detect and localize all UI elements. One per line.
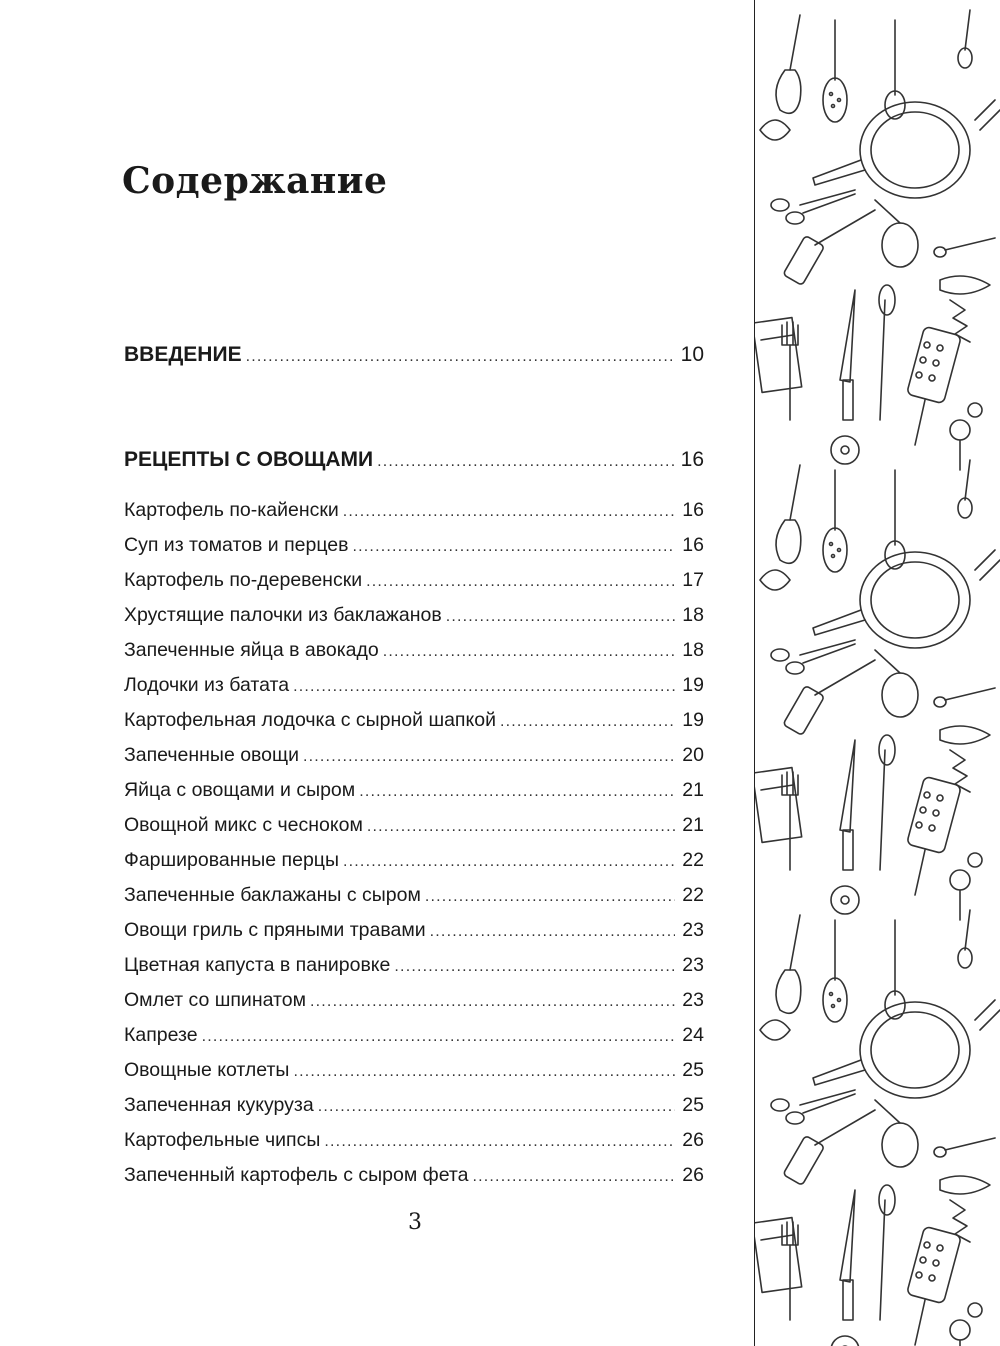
dot-leader [293, 1057, 675, 1087]
toc-entry-label: Лодочки из батата [124, 674, 290, 696]
toc-entry-label: Картофель по-кайенски [124, 499, 339, 521]
toc-entry-page: 26 [682, 1164, 704, 1186]
toc-entry-page: 16 [680, 448, 704, 471]
toc-entry-label: Овощные котлеты [124, 1059, 290, 1081]
toc-entry[interactable] [124, 775, 704, 805]
dot-leader [446, 602, 675, 632]
page-title: Содержание [122, 160, 388, 202]
dot-leader [324, 1127, 675, 1157]
toc-entry[interactable] [124, 600, 704, 630]
toc-entry-page: 19 [682, 674, 704, 696]
dot-leader [318, 1092, 675, 1122]
toc-entry-page: 21 [682, 814, 704, 836]
dot-leader [394, 952, 675, 982]
dot-leader [359, 777, 675, 807]
toc-entry-label: Фаршированные перцы [124, 849, 339, 871]
toc-entry-label: Омлет со шпинатом [124, 989, 306, 1011]
toc-entry[interactable] [124, 950, 704, 980]
toc-entry[interactable] [124, 635, 704, 665]
toc-entry-page: 22 [682, 849, 704, 871]
dot-leader [366, 567, 675, 597]
toc-entry-page: 19 [682, 709, 704, 731]
toc-entry-page: 23 [682, 989, 704, 1011]
dot-leader [202, 1022, 675, 1052]
dot-leader [430, 917, 675, 947]
dot-leader [472, 1162, 675, 1192]
toc-entry-page: 18 [682, 604, 704, 626]
toc-entry-label: Капрезе [124, 1024, 198, 1046]
toc-entry[interactable] [124, 1055, 704, 1085]
toc-section-heading[interactable] [124, 340, 704, 370]
toc-entry-page: 20 [682, 744, 704, 766]
toc-entry-page: 25 [682, 1059, 704, 1081]
toc-entry-label: Картофельные чипсы [124, 1129, 321, 1151]
toc-entry[interactable] [124, 705, 704, 735]
toc-entry-label: Картофель по-деревенски [124, 569, 363, 591]
toc-entry[interactable] [124, 880, 704, 910]
toc-entry-page: 16 [682, 534, 704, 556]
toc-entry-page: 24 [682, 1024, 704, 1046]
kitchen-utensils-illustration [754, 0, 1000, 1346]
toc-entry-page: 22 [682, 884, 704, 906]
toc-entry-label: Суп из томатов и перцев [124, 534, 349, 556]
dot-leader [500, 707, 675, 737]
toc-entry[interactable] [124, 1160, 704, 1190]
toc-entry[interactable] [124, 740, 704, 770]
dot-leader [343, 847, 675, 877]
dot-leader [303, 742, 675, 772]
toc-entry[interactable] [124, 565, 704, 595]
toc-entry-label: Картофельная лодочка с сырной шапкой [124, 709, 496, 731]
toc-entry[interactable] [124, 1125, 704, 1155]
toc-entry-label: ВВЕДЕНИЕ [124, 343, 242, 366]
toc-entry-page: 23 [682, 919, 704, 941]
toc-entry[interactable] [124, 810, 704, 840]
dot-leader [310, 987, 675, 1017]
toc-entry-page: 26 [682, 1129, 704, 1151]
toc-entry[interactable] [124, 985, 704, 1015]
toc-entry[interactable] [124, 530, 704, 560]
toc-entry-page: 21 [682, 779, 704, 801]
toc-entry-label: Цветная капуста в панировке [124, 954, 391, 976]
dot-leader [367, 812, 675, 842]
toc-entry-label: Овощи гриль с пряными травами [124, 919, 426, 941]
toc-entry-label: Овощной микс с чесноком [124, 814, 363, 836]
toc-section-heading[interactable] [124, 445, 704, 475]
dot-leader [343, 497, 675, 527]
toc-entry[interactable] [124, 845, 704, 875]
toc-entry-page: 25 [682, 1094, 704, 1116]
dot-leader [246, 342, 675, 372]
toc-entry-label: Запеченные баклажаны с сыром [124, 884, 421, 906]
toc-entry[interactable] [124, 915, 704, 945]
dot-leader [377, 447, 675, 477]
toc-entry-label: Запеченные овощи [124, 744, 299, 766]
dot-leader [353, 532, 676, 562]
dot-leader [383, 637, 675, 667]
dot-leader [293, 672, 675, 702]
toc-entry-page: 16 [682, 499, 704, 521]
toc-entry-label: Яйца с овощами и сыром [124, 779, 356, 801]
toc-entry-label: Запеченный картофель с сыром фета [124, 1164, 469, 1186]
toc-entry[interactable] [124, 1020, 704, 1050]
dot-leader [425, 882, 675, 912]
toc-entry-page: 23 [682, 954, 704, 976]
toc-entry[interactable] [124, 670, 704, 700]
toc-entry-label: Запеченные яйца в авокадо [124, 639, 379, 661]
toc-entry-label: РЕЦЕПТЫ С ОВОЩАМИ [124, 448, 374, 471]
toc-entry-label: Хрустящие палочки из баклажанов [124, 604, 442, 626]
toc-entry-page: 10 [680, 343, 704, 366]
toc-entry-page: 18 [682, 639, 704, 661]
toc-entry[interactable] [124, 495, 704, 525]
toc-entry-label: Запеченная кукуруза [124, 1094, 314, 1116]
toc-entry-page: 17 [682, 569, 704, 591]
toc-entry[interactable] [124, 1090, 704, 1120]
page-number: 3 [408, 1210, 422, 1235]
